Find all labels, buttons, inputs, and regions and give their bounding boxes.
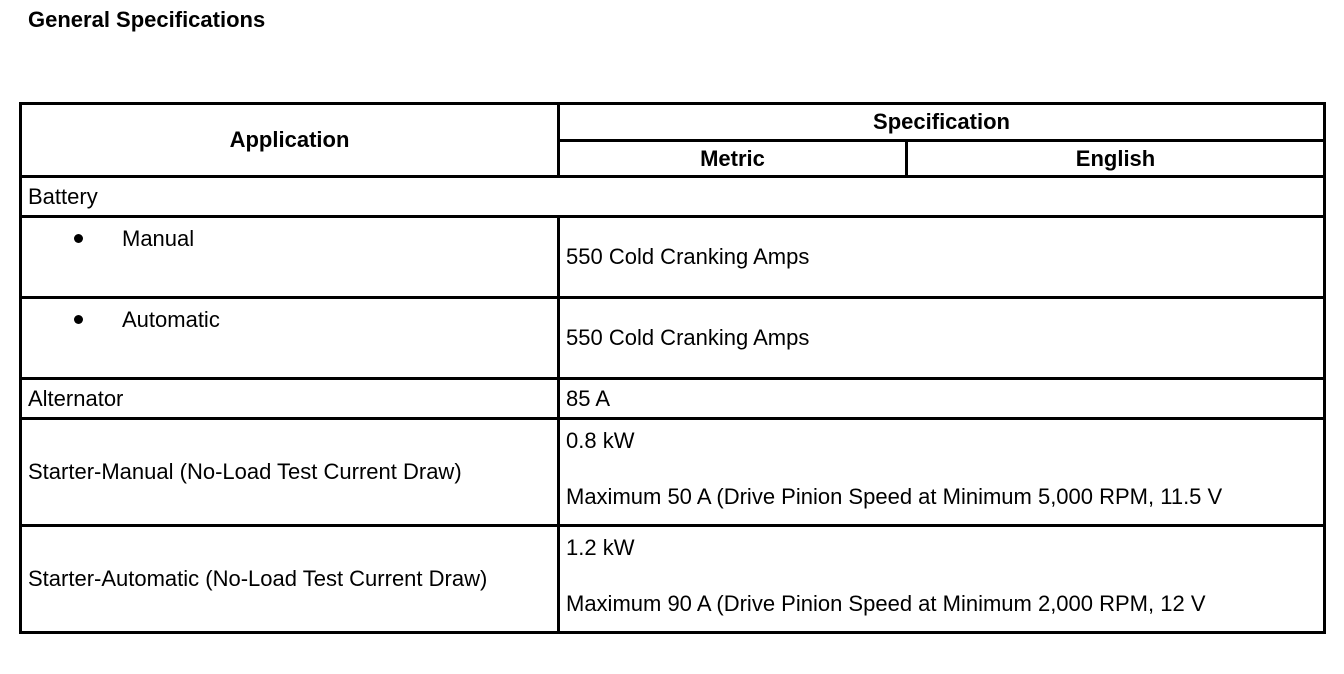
- table-row: [21, 526, 1325, 633]
- general-specifications-table: [19, 102, 1326, 634]
- battery-item-label: Automatic: [122, 307, 220, 332]
- header-specification: Specification: [559, 104, 1325, 141]
- battery-label: Battery: [21, 177, 1325, 217]
- table-row: [21, 217, 1325, 298]
- battery-item-label: Manual: [122, 226, 195, 251]
- starter-detail: Maximum 50 A (Drive Pinion Speed at Minimum 5,000 RPM, 11.5 V: [566, 484, 1223, 509]
- bullet-icon: [74, 315, 83, 324]
- header-metric: Metric: [559, 141, 907, 177]
- alternator-value: 85 A: [559, 379, 1325, 419]
- alternator-label: Alternator: [21, 379, 559, 419]
- table-row: [21, 419, 1325, 526]
- header-application: Application: [21, 104, 559, 177]
- starter-value: [559, 526, 1325, 633]
- bullet-icon: [74, 234, 83, 243]
- starter-label: Starter-Automatic (No-Load Test Current Draw): [21, 526, 559, 633]
- starter-label: Starter-Manual (No-Load Test Current Draw): [21, 419, 559, 526]
- starter-value: [559, 419, 1325, 526]
- header-english: English: [907, 141, 1325, 177]
- battery-item-value: 550 Cold Cranking Amps: [559, 217, 1325, 298]
- page-title: General Specifications: [28, 7, 266, 32]
- starter-power: 0.8 kW: [566, 428, 635, 453]
- table-row: [21, 298, 1325, 379]
- table-row: [21, 379, 1325, 419]
- starter-power: 1.2 kW: [566, 535, 635, 560]
- battery-item-value: 550 Cold Cranking Amps: [559, 298, 1325, 379]
- starter-detail: Maximum 90 A (Drive Pinion Speed at Minimum 2,000 RPM, 12 V: [566, 591, 1206, 616]
- table-row: [21, 177, 1325, 217]
